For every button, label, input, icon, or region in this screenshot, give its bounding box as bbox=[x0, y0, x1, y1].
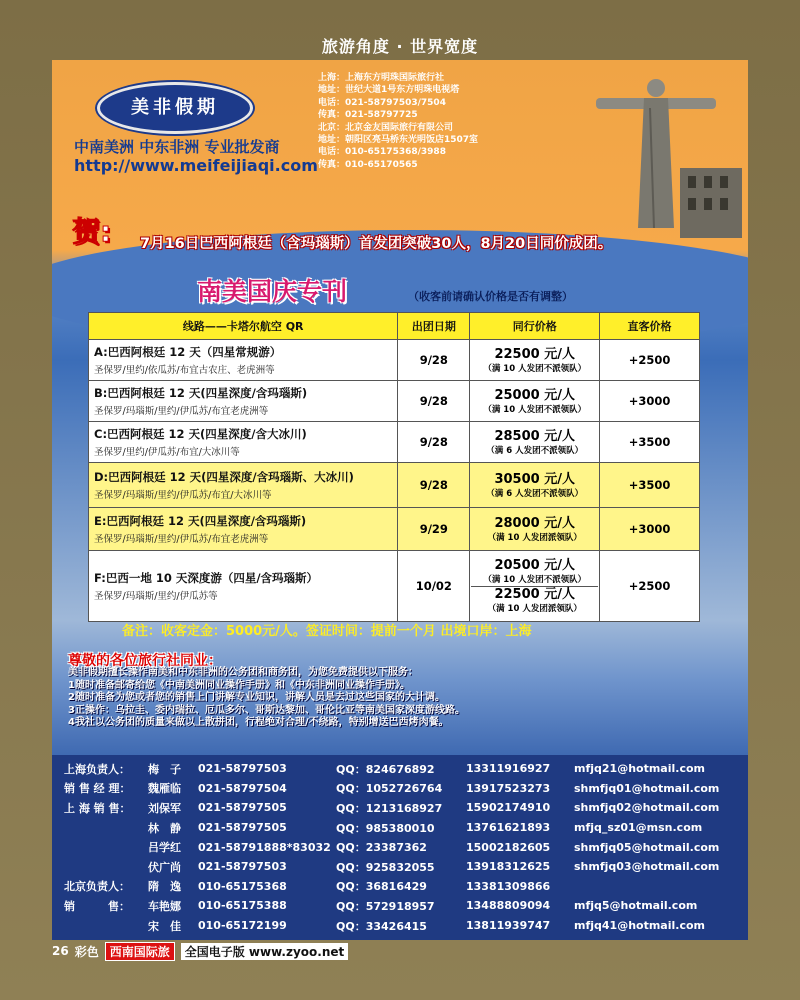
staff-role: 上海负责人： bbox=[64, 762, 130, 776]
contact-line: 北京：北京金友国际旅行有限公司 bbox=[318, 122, 454, 133]
staff-name: 魏雁临 bbox=[148, 782, 181, 796]
staff-phone: 010-65172199 bbox=[198, 919, 287, 933]
service-line: 4我社以公务团的质量来做以上散拼团，行程绝对合理/不绕路，特别增送巴西烤肉餐。 bbox=[68, 717, 449, 729]
departure-date: 9/28 bbox=[398, 381, 470, 422]
route-cities: 圣保罗/玛瑙斯/里约/伊瓜苏等 bbox=[94, 591, 218, 602]
staff-qq: QQ：985380010 bbox=[336, 821, 435, 835]
staff-role: 北京负责人： bbox=[64, 880, 130, 894]
staff-row bbox=[64, 779, 744, 799]
staff-qq: QQ：23387362 bbox=[336, 841, 427, 855]
header-route: 线路——卡塔尔航空 QR bbox=[89, 313, 398, 340]
route-cities: 圣保罗/玛瑙斯/里约/伊瓜苏/布宜/大冰川等 bbox=[94, 490, 272, 501]
route-cities: 圣保罗/玛瑙斯/里约/伊瓜苏/布宜老虎洲等 bbox=[94, 534, 269, 545]
trade-price: 28000 元/人 bbox=[494, 515, 575, 531]
route-name: B:巴西阿根廷 12 天(四星深度/含玛瑙斯) bbox=[94, 386, 308, 400]
staff-email[interactable]: mfjq_sz01@msn.com bbox=[574, 821, 703, 835]
staff-mobile: 15002182605 bbox=[466, 840, 551, 854]
staff-name: 宋 佳 bbox=[148, 919, 181, 933]
price-condition-alt: （满 10 人发团派领队） bbox=[487, 604, 582, 614]
staff-phone: 021-58797503 bbox=[198, 762, 287, 776]
staff-qq: QQ：1052726764 bbox=[336, 782, 443, 796]
header-tagline: 旅游角度 · 世界宽度 bbox=[321, 37, 479, 56]
table-row bbox=[89, 422, 700, 463]
staff-row bbox=[64, 857, 744, 877]
staff-mobile: 13811939747 bbox=[466, 919, 551, 933]
price-condition: （满 6 人发团不派领队） bbox=[486, 488, 584, 499]
staff-name: 林 静 bbox=[148, 821, 181, 835]
greeting-heading: 尊敬的各位旅行社同业： bbox=[68, 653, 222, 669]
price-condition: （满 10 人发团不派领队） bbox=[471, 573, 598, 587]
staff-mobile: 13381309866 bbox=[466, 879, 551, 893]
staff-directory bbox=[52, 755, 748, 940]
staff-qq: QQ：925832055 bbox=[336, 860, 435, 874]
trade-price: 30500 元/人 bbox=[494, 471, 575, 487]
staff-phone: 021-58797504 bbox=[198, 781, 287, 795]
price-note: （收客前请确认价格是否有调整） bbox=[408, 290, 573, 303]
staff-email[interactable]: shmfjq05@hotmail.com bbox=[574, 840, 720, 854]
departure-date: 9/28 bbox=[398, 340, 470, 381]
contact-line: 上海：上海东方明珠国际旅行社 bbox=[318, 73, 445, 83]
route-table bbox=[88, 312, 700, 622]
staff-role bbox=[64, 818, 148, 838]
service-line: 美非假期擅长操作南美和中东非洲的公务团和商务团，为您免费提供以下服务： bbox=[68, 667, 418, 678]
contact-line: 电话：010-65175368/3988 bbox=[318, 147, 446, 158]
direct-price: +3000 bbox=[600, 508, 700, 551]
page-number: 26 bbox=[52, 944, 69, 958]
staff-email[interactable]: shmfjq01@hotmail.com bbox=[574, 781, 720, 795]
staff-row bbox=[64, 896, 744, 916]
departure-date: 9/28 bbox=[398, 463, 470, 508]
staff-qq: QQ：572918957 bbox=[336, 899, 435, 913]
service-line: 2随时准备为您或者您的销售上门讲解专业知识，讲解人员是去过这些国家的大计调。 bbox=[68, 692, 445, 704]
staff-table bbox=[64, 759, 744, 935]
staff-mobile: 15902174910 bbox=[466, 801, 551, 815]
route-name: F:巴西一地 10 天深度游（四星/含玛瑙斯） bbox=[94, 571, 319, 585]
staff-phone: 010-65175388 bbox=[198, 899, 287, 913]
staff-name: 梅 子 bbox=[148, 762, 181, 776]
trade-price: 28500 元/人 bbox=[494, 428, 575, 444]
contact-block bbox=[318, 72, 478, 171]
trade-price: 22500 元/人 bbox=[494, 346, 575, 362]
staff-phone: 021-58797505 bbox=[198, 821, 287, 835]
publication-name: 西南国际旅 bbox=[105, 942, 175, 961]
route-cities: 圣保罗/玛瑙斯/里约/伊瓜苏/布宜老虎洲等 bbox=[94, 406, 269, 417]
table-row bbox=[89, 340, 700, 381]
staff-email[interactable]: shmfjq02@hotmail.com bbox=[574, 801, 720, 815]
staff-qq: QQ：824676892 bbox=[336, 762, 435, 776]
table-row bbox=[89, 508, 700, 551]
christ-statue-image bbox=[592, 68, 742, 238]
contact-line: 电话：021-58797503/7504 bbox=[318, 97, 446, 108]
route-cities: 圣保罗/里约/伊瓜苏/布宜/大冰川等 bbox=[94, 447, 240, 458]
direct-price: +2500 bbox=[600, 551, 700, 622]
staff-row bbox=[64, 837, 744, 857]
staff-mobile: 13917523273 bbox=[466, 781, 551, 795]
staff-name: 吕学红 bbox=[148, 841, 181, 855]
route-name: D:巴西阿根廷 12 天(四星深度/含玛瑙斯、大冰川) bbox=[94, 470, 354, 484]
congrats-char: 贺: bbox=[72, 215, 112, 248]
staff-mobile: 13488809094 bbox=[466, 899, 551, 913]
departure-date: 9/29 bbox=[398, 508, 470, 551]
direct-price: +3000 bbox=[600, 381, 700, 422]
route-cities: 圣保罗/里约/依瓜苏/布宜古农庄、老虎洲等 bbox=[94, 365, 275, 376]
staff-row bbox=[64, 798, 744, 818]
price-condition: （满 10 人发团派领队） bbox=[487, 532, 582, 543]
contact-line: 传真：021-58797725 bbox=[318, 110, 418, 121]
advertisement bbox=[52, 60, 748, 940]
staff-phone: 021-58791888*83032 bbox=[198, 840, 331, 854]
trade-price-alt: 22500 元/人 bbox=[494, 587, 575, 602]
table-row bbox=[89, 463, 700, 508]
staff-email[interactable]: mfjq21@hotmail.com bbox=[574, 762, 705, 776]
staff-phone: 021-58797503 bbox=[198, 860, 287, 874]
service-line: 1随时准备邮寄给您《中南美洲同业操作手册》和《中东非洲同业操作手册》。 bbox=[68, 679, 410, 691]
staff-mobile: 13918312625 bbox=[466, 860, 551, 874]
brand-logo: 美非假期 bbox=[97, 82, 253, 134]
route-name: E:巴西阿根廷 12 天(四星深度/含玛瑙斯) bbox=[94, 514, 307, 528]
staff-role: 销 售： bbox=[64, 899, 130, 913]
staff-email[interactable]: mfjq41@hotmail.com bbox=[574, 919, 705, 933]
staff-phone: 010-65175368 bbox=[198, 879, 287, 893]
direct-price: +2500 bbox=[600, 340, 700, 381]
contact-line: 传真：010-65170565 bbox=[318, 159, 418, 170]
staff-qq: QQ：33426415 bbox=[336, 919, 427, 933]
staff-role bbox=[64, 916, 148, 936]
brand-slogan: 中南美洲 中东非洲 专业批发商 bbox=[74, 138, 280, 156]
staff-email[interactable] bbox=[574, 877, 744, 897]
staff-role bbox=[64, 857, 148, 877]
section-label: 彩色 bbox=[74, 944, 99, 959]
price-condition: （满 6 人发团不派领队） bbox=[486, 445, 584, 456]
staff-name: 刘保军 bbox=[148, 801, 181, 815]
direct-price: +3500 bbox=[600, 463, 700, 508]
header-direct-price: 直客价格 bbox=[600, 313, 700, 340]
services-list bbox=[68, 667, 465, 730]
statue-head bbox=[647, 79, 665, 97]
header-trade-price: 同行价格 bbox=[470, 313, 600, 340]
route-name: C:巴西阿根廷 12 天(四星深度/含大冰川) bbox=[94, 427, 307, 441]
contact-line: 地址：世纪大道1号东方明珠电视塔 bbox=[318, 85, 460, 96]
staff-mobile: 13761621893 bbox=[466, 821, 551, 835]
staff-row bbox=[64, 916, 744, 936]
trade-price: 20500 元/人 bbox=[494, 558, 575, 573]
staff-role bbox=[64, 837, 148, 857]
staff-row bbox=[64, 759, 744, 779]
price-condition: （满 10 人发团不派领队） bbox=[483, 363, 587, 374]
page-footer bbox=[52, 942, 348, 960]
staff-mobile: 13311916927 bbox=[466, 762, 551, 776]
staff-qq: QQ：36816429 bbox=[336, 880, 427, 894]
staff-name: 隋 逸 bbox=[148, 880, 181, 894]
trade-price: 25000 元/人 bbox=[494, 387, 575, 403]
edition-label[interactable]: 全国电子版 www.zyoo.net bbox=[181, 943, 349, 960]
table-row bbox=[89, 381, 700, 422]
congrats-announcement: 7月16日巴西阿根廷（含玛瑙斯）首发团突破30人，8月20日同价成团。 bbox=[140, 236, 613, 252]
statue-body bbox=[638, 98, 674, 228]
brand-url[interactable]: http://www.meifeijiaqi.com bbox=[74, 156, 318, 175]
special-issue-title: 南美国庆专刊 bbox=[197, 277, 348, 306]
staff-row bbox=[64, 818, 744, 838]
staff-name: 伏广尚 bbox=[148, 860, 181, 874]
staff-phone: 021-58797505 bbox=[198, 801, 287, 815]
header-date: 出团日期 bbox=[398, 313, 470, 340]
route-name: A:巴西阿根廷 12 天（四星常规游） bbox=[94, 345, 282, 359]
staff-row bbox=[64, 877, 744, 897]
congrats-badge bbox=[72, 210, 126, 250]
deposit-note: 备注：收客定金：5000元/人。签证时间：提前一个月 出境口岸：上海 bbox=[122, 624, 532, 639]
staff-qq: QQ：1213168927 bbox=[336, 801, 443, 815]
staff-name: 车艳娜 bbox=[148, 899, 181, 913]
service-line: 3正操作：乌拉圭、委内瑞拉、厄瓜多尔、哥斯达黎加、哥伦比亚等南美国家深度游线路。 bbox=[68, 704, 465, 716]
table-row bbox=[89, 551, 700, 622]
departure-date: 9/28 bbox=[398, 422, 470, 463]
contact-line: 地址：朝阳区亮马桥东光明饭店1507室 bbox=[318, 135, 479, 146]
staff-email[interactable]: shmfjq03@hotmail.com bbox=[574, 860, 720, 874]
departure-date: 10/02 bbox=[398, 551, 470, 622]
staff-role: 销 售 经 理： bbox=[64, 782, 131, 796]
staff-email[interactable]: mfjq5@hotmail.com bbox=[574, 899, 698, 913]
price-condition: （满 10 人发团不派领队） bbox=[483, 404, 587, 415]
staff-role: 上 海 销 售： bbox=[64, 801, 131, 815]
direct-price: +3500 bbox=[600, 422, 700, 463]
table-header-row bbox=[89, 313, 700, 340]
